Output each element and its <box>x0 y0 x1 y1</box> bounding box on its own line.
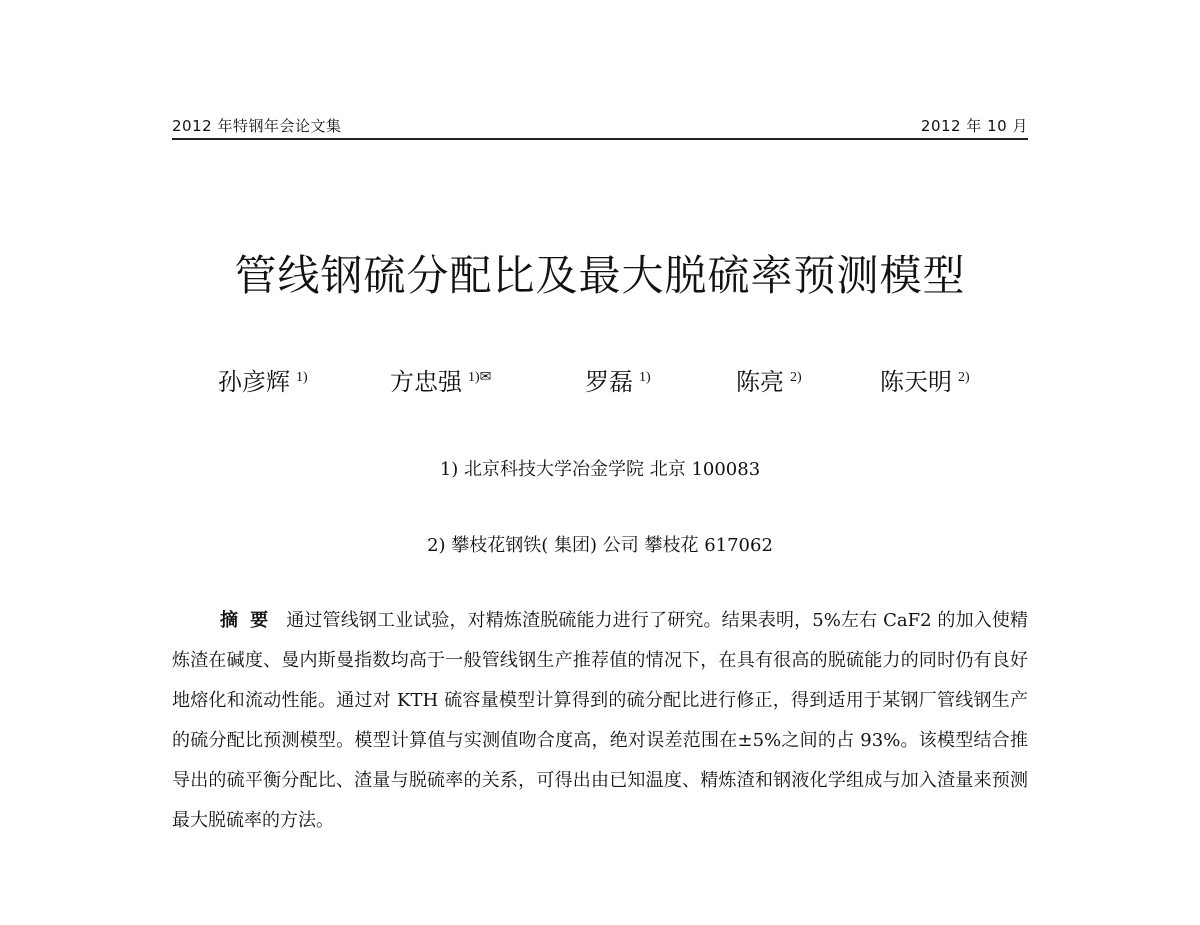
author-list <box>0 360 1200 396</box>
author <box>736 360 802 400</box>
author-name: 陈天明 <box>880 368 952 396</box>
author-affiliation-mark: 1)✉ <box>468 370 492 385</box>
abstract <box>172 601 1028 841</box>
running-header <box>172 112 1028 140</box>
affiliation-2: 2) 攀枝花钢铁( 集团) 公司 攀枝花 617062 <box>427 535 773 556</box>
journal-name: 2012 年特钢年会论文集 <box>172 117 342 135</box>
author-name: 罗磊 <box>585 368 633 396</box>
author <box>390 360 491 400</box>
author-name: 陈亮 <box>736 368 784 396</box>
issue-date: 2012 年 10 月 <box>920 117 1028 135</box>
author <box>585 360 651 400</box>
author <box>880 360 970 400</box>
abstract-text: 通过管线钢工业试验，对精炼渣脱硫能力进行了研究。结果表明，5%左右 CaF2 的加入使精炼渣在碱度、曼内斯曼指数均高于一般管线钢生产推荐值的情况下，在具有很高的脱硫能力的同时仍有良好地熔化和流动性能。通过对 KTH 硫容量模型计算得到的硫分配比进行修正，得到适用于某钢厂管线钢生产的硫分配比预测模型。模型计算值与实测值吻合度高，绝对误差范围在±5%之间的占 93%。该模型结合推导出的硫平衡分配比、渣量与脱硫率的关系，可得出由已知温度、精炼渣和钢液化学组成与加入渣量来预测最大脱硫率的方法。 <box>172 610 1028 831</box>
author-name: 孙彦辉 <box>218 368 290 396</box>
affiliation-1: 1) 北京科技大学冶金学院 北京 100083 <box>439 459 761 480</box>
paper-title: 管线钢硫分配比及最大脱硫率预测模型 <box>234 251 966 300</box>
author <box>218 360 308 400</box>
author-affiliation-mark: 2) <box>958 370 970 385</box>
author-name: 方忠强 <box>390 368 462 396</box>
author-affiliation-mark: 1) <box>296 370 308 385</box>
abstract-label: 摘要 <box>220 610 281 631</box>
author-affiliation-mark: 1) <box>639 370 651 385</box>
author-affiliation-mark: 2) <box>790 370 802 385</box>
